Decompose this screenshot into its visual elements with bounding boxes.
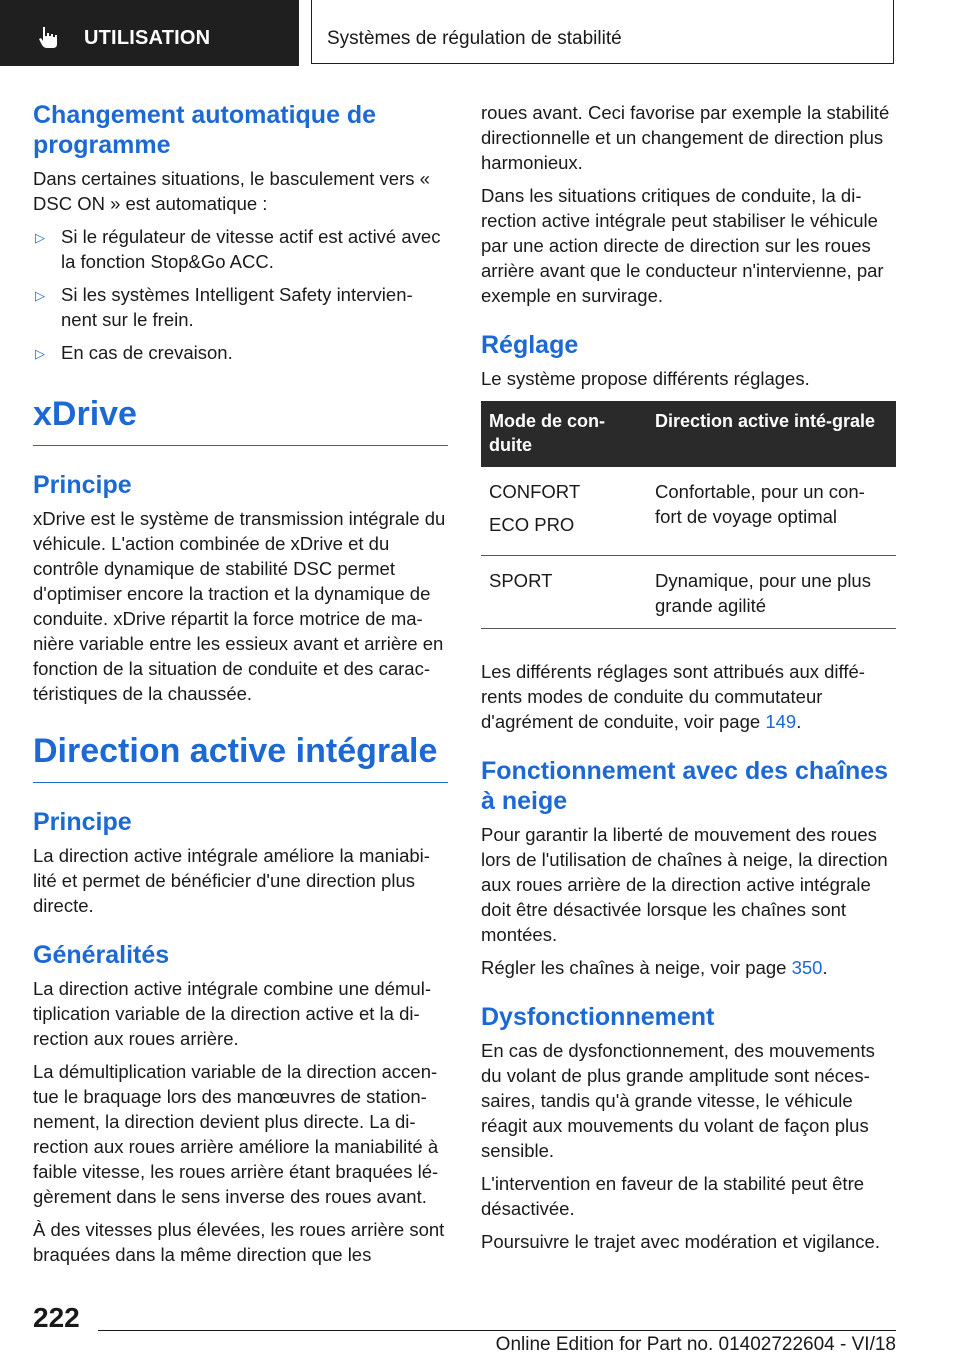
hand-pointer-icon — [36, 24, 62, 50]
triangle-bullet-icon: ▷ — [35, 288, 45, 303]
list-item: ▷ Si le régulateur de vitesse actif est activé avec la fonction Stop&Go ACC. — [35, 226, 441, 272]
table-cell-mode — [481, 467, 647, 556]
left-column — [33, 100, 448, 1275]
dysf-p3: Poursuivre le trajet avec modération et vigilance. — [481, 1231, 880, 1252]
auto-change-intro: Dans certaines situations, le basculement vers « DSC ON » est automatique : — [33, 168, 430, 214]
dai-heading: Direction active intégrale — [33, 732, 438, 770]
triangle-bullet-icon: ▷ — [35, 346, 45, 361]
dai-title-block — [33, 730, 448, 783]
xdrive-principe-text: xDrive est le système de transmission intégrale du véhicule. L'action combinée de xDrive et du contrôle dynamique de stabilité DSC permet d'optimiser encore la traction et la dynamique de conduite. xDrive répartit la force motrice de ma-nière variable entre les essieux avant et arrière en fonction de la situation de conduite et des carac-téristiques de la chaussée. — [33, 508, 446, 704]
table-row — [481, 467, 896, 556]
reglage-after-text: Les différents réglages sont attribués aux diffé-rents modes de conduite du commutateur d'agrément de conduite, voir page 149. — [481, 661, 865, 732]
generalites-p3: À des vitesses plus élevées, les roues arrière sont braquées dans la même direction que les — [33, 1219, 445, 1265]
dysf-p2: L'intervention en faveur de la stabilité peut être désactivée. — [481, 1173, 865, 1219]
reglage-heading: Réglage — [481, 331, 579, 359]
table-cell-desc: Confortable, pour un con-fort de voyage optimal — [647, 467, 896, 556]
page-link-149[interactable]: 149 — [765, 711, 797, 732]
chaines-heading: Fonctionnement avec des chaînes à neige — [481, 757, 889, 815]
continuation-p2: Dans les situations critiques de conduite, la di-rection active intégrale peut stabiliser le véhicule par une action directe de direction sur les roues arrière avant que le conducteur n'intervienne, par exemple en survirage. — [481, 185, 884, 306]
table-header-direction: Direction active inté-grale — [647, 401, 896, 467]
mode-eco-pro: ECO PRO — [489, 514, 575, 535]
dai-principe-text: La direction active intégrale améliore la maniabi-lité et permet de bénéficier d'une direction plus directe. — [33, 845, 430, 916]
chapter-tab — [311, 0, 894, 64]
page-header — [0, 0, 960, 66]
edition-note: Online Edition for Part no. 01402722604 - VI/18 — [495, 1334, 896, 1355]
mode-confort: CONFORT — [489, 481, 581, 502]
list-item: ▷ Si les systèmes Intelligent Safety intervien-nent sur le frein. — [35, 284, 413, 330]
footer-divider — [98, 1330, 896, 1331]
dysf-heading: Dysfonctionnement — [481, 1003, 715, 1031]
page-link-350[interactable]: 350 — [791, 957, 823, 978]
continuation-p1: roues avant. Ceci favorise par exemple la stabilité directionnelle et un changement de direction plus harmonieux. — [481, 102, 890, 173]
dysf-p1: En cas de dysfonctionnement, des mouvements du volant de plus grande amplitude sont néces-saires, tandis qu'à grande vitesse, le véhicule réagit aux mouvements du volant de façon plus sensible. — [481, 1040, 875, 1161]
table-header-mode: Mode de con-duite — [481, 401, 647, 467]
chaines-p1: Pour garantir la liberté de mouvement des roues lors de l'utilisation de chaînes à neige, la direction aux roues arrière de la direction active intégrale doit être désactivée lorsque les chaînes sont montées. — [481, 824, 888, 945]
xdrive-title-block — [33, 393, 448, 446]
table-row — [481, 556, 896, 629]
auto-change-list — [33, 224, 448, 365]
chaines-p2: Régler les chaînes à neige, voir page 350. — [481, 957, 828, 978]
generalites-p2: La démultiplication variable de la direction accen-tue le braquage lors des manœuvres de station-nement, la direction devient plus directe. La di-rection aux roues arrière améliore la maniabilité à faible vitesse, les roues arrière étant braquées lé-gèrement dans le sens inverse des roues avant. — [33, 1061, 439, 1207]
section-label: UTILISATION — [84, 27, 211, 49]
table-cell-desc: Dynamique, pour une plus grande agilité — [647, 556, 896, 629]
table-cell-mode: SPORT — [481, 556, 647, 629]
dai-principe-heading: Principe — [33, 808, 132, 836]
generalites-heading: Généralités — [33, 941, 170, 969]
right-column — [481, 100, 896, 1262]
section-tab — [0, 0, 299, 66]
generalites-p1: La direction active intégrale combine une démul-tiplication variable de la direction active et la di-rection aux roues arrière. — [33, 978, 431, 1049]
chapter-title: Systèmes de régulation de stabilité — [327, 28, 622, 49]
settings-table — [481, 401, 896, 629]
xdrive-heading: xDrive — [33, 395, 137, 433]
xdrive-principe-heading: Principe — [33, 471, 132, 499]
triangle-bullet-icon: ▷ — [35, 230, 45, 245]
page-number: 222 — [33, 1302, 80, 1333]
auto-change-heading: Changement automatique de programme — [33, 101, 377, 159]
page-footer — [0, 1290, 960, 1362]
reglage-intro: Le système propose différents réglages. — [481, 368, 810, 389]
table-header-row — [481, 401, 896, 467]
list-item: ▷ En cas de crevaison. — [33, 340, 448, 365]
